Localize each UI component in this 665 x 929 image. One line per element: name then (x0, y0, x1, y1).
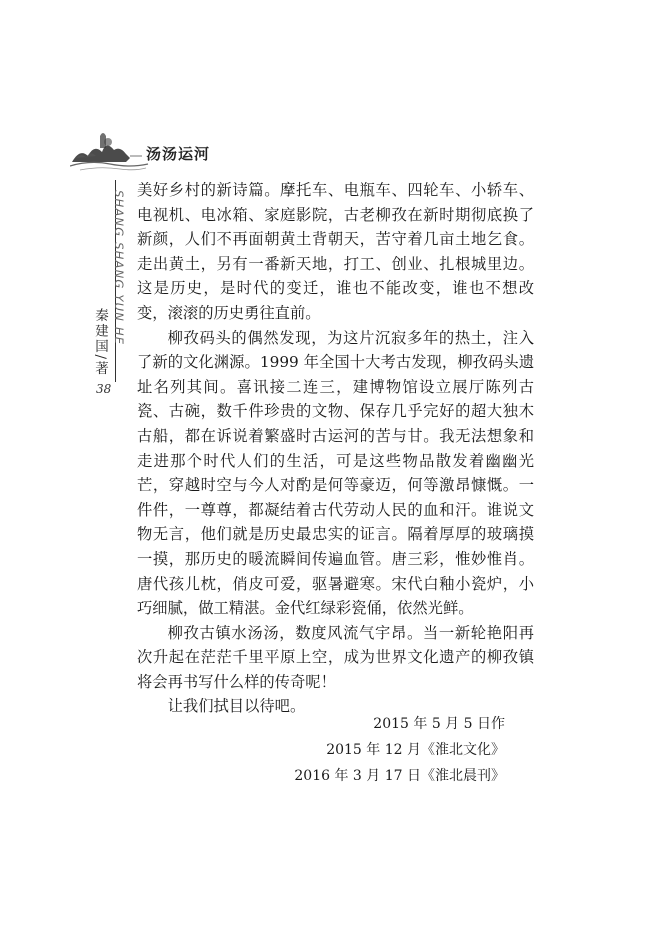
page-number: 38 (96, 382, 112, 396)
signoff-publication-2: 2016 年 3 月 17 日《淮北晨刊》 (294, 768, 505, 784)
paragraph-1: 美好乡村的新诗篇。摩托车、电瓶车、四轮车、小轿车、电视机、电冰箱、家庭影院，古老柳孜在新时期彻底换了新颜，人们不再面朝黄土背朝天，苦守着几亩土地乞食。走出黄土，另有一番新天地，打工、创业、扎根城里边。这是历史，是时代的变迁，谁也不能改变，谁也不想改变，滚滚的历史勇往直前。 (137, 181, 534, 322)
side-author: 秦建国/著 (92, 308, 108, 377)
paragraph-4: 让我们拭目以待吧。 (167, 697, 306, 716)
paragraph-3: 柳孜古镇水汤汤，数度风流气宇昂。当一新轮艳阳再次升起在茫茫千里平原上空，成为世界文化遗产的柳孜镇将会再书写什么样的传奇呢！ (137, 623, 534, 691)
ink-landscape-decoration (70, 128, 150, 174)
body-text (137, 178, 534, 719)
signoff (294, 711, 505, 789)
paragraph-2: 柳孜码头的偶然发现，为这片沉寂多年的热土，注入了新的文化渊源。1999 年全国十大考古发现，柳孜码头遗址名列其间。喜讯接二连三，建博物馆设立展厅陈列古瓷、古碗，数千件珍贵的文物、保存几乎完好的超大独木古船，都在诉说着繁盛时古运河的苦与甘。我无法想象和走进那个时代人们的生活，可是这些物品散发着幽幽光芒，穿越时空与今人对酌是何等豪迈，何等激昂慷慨。一件件，一尊尊，都凝结着古代劳动人民的血和汗。谁说文物无言，他们就是历史最忠实的证言。隔着厚厚的玻璃摸一摸，那历史的暖流瞬间传遍血管。唐三彩，惟妙惟肖。唐代孩儿枕，俏皮可爱，驱暑避寒。宋代白釉小瓷炉，小巧细腻，做工精湛。金代红绿彩瓷俑，依然光鲜。 (137, 328, 534, 618)
book-title: 汤汤运河 (146, 145, 211, 163)
signoff-publication-1: 2015 年 12 月《淮北文化》 (326, 742, 505, 758)
signoff-date: 2015 年 5 月 5 日作 (373, 716, 505, 732)
side-pinyin-title: SHANG SHANG YUN HE (112, 190, 126, 346)
